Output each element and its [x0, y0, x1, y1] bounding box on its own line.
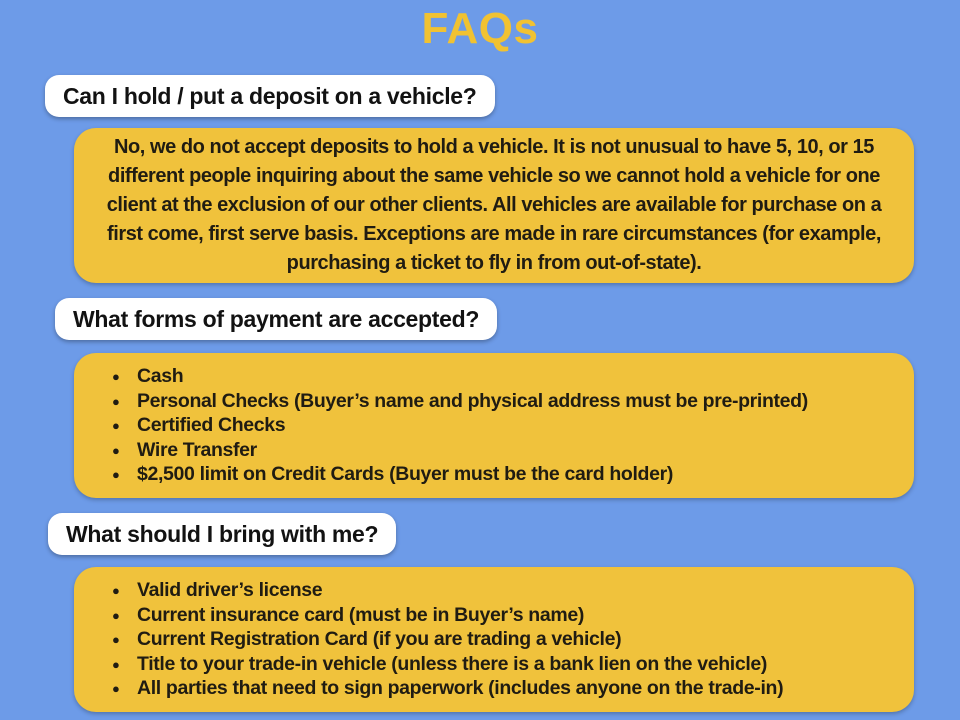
faq3-bullet-list — [74, 578, 914, 701]
bullet-item: ● Title to your trade-in vehicle (unless there is a bank lien on the vehicle) — [110, 652, 896, 677]
faq3-question-text: What should I bring with me? — [66, 520, 379, 547]
bullet-item: ● Personal Checks (Buyer’s name and physical address must be pre-printed) — [110, 389, 896, 414]
faq1-question-box — [45, 75, 495, 117]
faq3-question-box — [48, 513, 396, 555]
bullet-item: ● Current insurance card (must be in Buyer’s name) — [110, 603, 896, 628]
faq2-question-box — [55, 298, 497, 340]
faq1-question-text: Can I hold / put a deposit on a vehicle? — [63, 82, 477, 109]
bullet-item: ● Valid driver’s license — [110, 578, 896, 603]
faq1-answer-text: No, we do not accept deposits to hold a vehicle. It is not unusual to have 5, 10, or 15 different people inquiring about the same vehicle so we cannot hold a vehicle for one client at the exclusion of our other clients. All vehicles are available for purchase on a first come, first serve basis. Exceptions are made in rare circumstances (for example, purchasing a ticket to fly in from out-of-state). — [106, 136, 882, 274]
bullet-item: ● $2,500 limit on Credit Cards (Buyer must be the card holder) — [110, 462, 896, 487]
bullet-item: ● Cash — [110, 364, 896, 389]
bullet-item: ● All parties that need to sign paperwork (includes anyone on the trade-in) — [110, 676, 896, 701]
faq2-answer-box — [74, 353, 914, 498]
faq3-answer-box — [74, 567, 914, 712]
faq2-question-text: What forms of payment are accepted? — [73, 305, 480, 332]
bullet-item: ● Current Registration Card (if you are trading a vehicle) — [110, 627, 896, 652]
faq2-bullet-list — [74, 364, 914, 487]
faq1-answer-box — [74, 128, 914, 283]
page-title: FAQs — [421, 4, 539, 53]
bullet-item: ● Wire Transfer — [110, 438, 896, 463]
bullet-item: ● Certified Checks — [110, 413, 896, 438]
